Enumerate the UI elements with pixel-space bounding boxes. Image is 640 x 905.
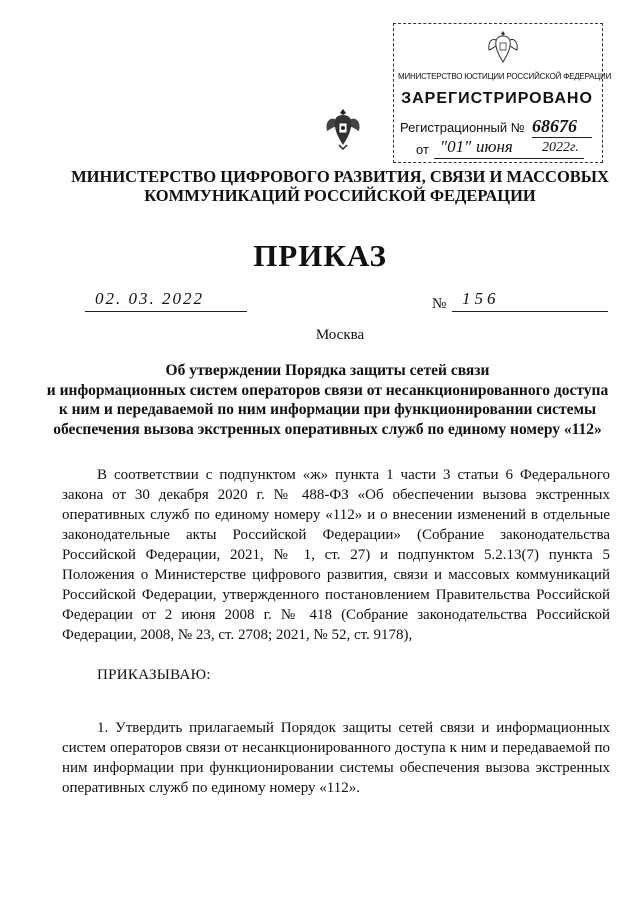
ministry-heading: [60, 167, 620, 205]
subject-line4: обеспечения вызова экстренных оперативных служб по единому номеру «112»: [53, 420, 602, 438]
coat-of-arms-icon: [323, 105, 363, 151]
order-number-underline: [452, 311, 608, 312]
order-number: 156: [462, 289, 500, 308]
stamp-registered-label: ЗАРЕГИСТРИРОВАНО: [401, 90, 593, 107]
stamp-date-day: "01": [440, 137, 472, 156]
stamp-ministry-name: МИНИСТЕРСТВО ЮСТИЦИИ РОССИЙСКОЙ ФЕДЕРАЦИИ: [398, 72, 612, 81]
stamp-emblem-icon: [486, 28, 520, 68]
ministry-heading-line2: КОММУНИКАЦИЙ РОССИЙСКОЙ ФЕДЕРАЦИИ: [144, 186, 536, 205]
order-date-underline: [85, 311, 247, 312]
order-subject: [45, 361, 610, 439]
order-date: 02. 03. 2022: [95, 289, 204, 308]
stamp-date-year: 2022г.: [542, 140, 579, 155]
subject-line2: и информационных систем операторов связи от несанкционированного доступа: [46, 381, 609, 399]
stamp-regnum-value: 68676: [532, 116, 592, 138]
order-number-label: №: [432, 296, 447, 312]
stamp-regnum-label: Регистрационный №: [400, 120, 525, 135]
stamp-date-underline: [434, 158, 584, 159]
order-city: Москва: [315, 327, 365, 343]
order-title: ПРИКАЗ: [253, 238, 387, 273]
stamp-date-month: июня: [476, 137, 513, 156]
preamble-paragraph: В соответствии с подпунктом «ж» пункта 1 части 3 статьи 6 Федерального закона от 30 декабря 2020 г. № 488-ФЗ «Об обеспечении вызова экстренных оперативных служб по единому номеру «112» и о внесении изменений в отдельные законодательные акты Российской Федерации» (Собрание законодательства Российской Федерации, 2021, № 1, ст. 27) и подпунктом 5.2.13(7) пункта 5 Положения о Министерстве цифрового развития, связи и массовых коммуникаций Российской Федерации, утвержденного постановлением Правительства Российской Федерации от 2 июня 2008 г. № 418 (Собрание законодательства Российской Федерации, 2008, № 23, ст. 2708; 2021, № 52, ст. 9178),: [62, 467, 610, 643]
ministry-heading-line1: МИНИСТЕРСТВО ЦИФРОВОГО РАЗВИТИЯ, СВЯЗИ И МАССОВЫХ: [71, 167, 609, 186]
registration-stamp: [393, 23, 612, 163]
stamp-from-label: от: [416, 142, 429, 157]
directive-heading: ПРИКАЗЫВАЮ:: [97, 667, 211, 683]
item-1-paragraph: 1. Утвердить прилагаемый Порядок защиты сетей связи и информационных систем операторов связи от несанкционированного доступа к ним и передаваемой по ним информации при функционировании системы обеспечения вызова экстренных оперативных служб по единому номеру «112».: [62, 720, 610, 796]
subject-line3: к ним и передаваемой по ним информации при функционировании системы: [58, 401, 597, 418]
subject-line1: Об утверждении Порядка защиты сетей связи: [165, 362, 490, 379]
